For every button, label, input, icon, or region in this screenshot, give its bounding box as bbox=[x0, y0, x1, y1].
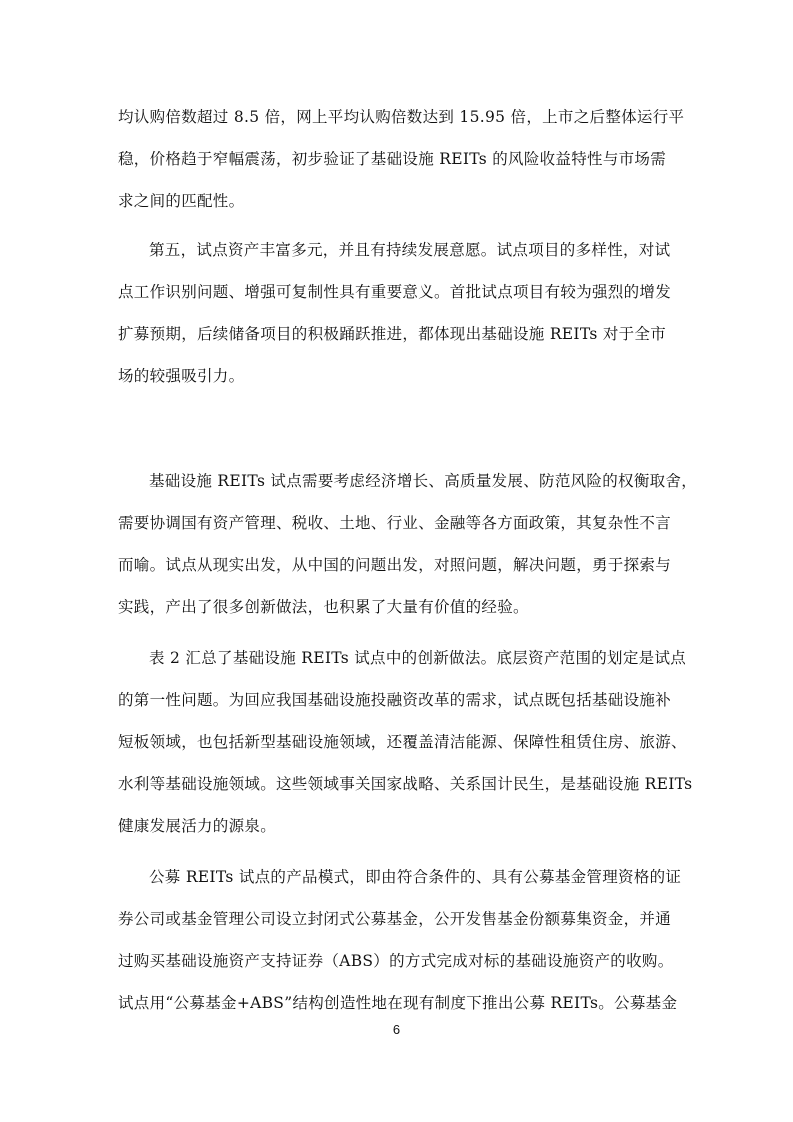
text-line: 表 2 汇总了基础设施 REITs 试点中的创新做法。底层资产范围的划定是试点 bbox=[149, 649, 687, 667]
paragraph-subscription-results bbox=[118, 96, 685, 222]
text-line: 扩募预期，后续储备项目的积极踊跃推进，都体现出基础设施 REITs 对于全市 bbox=[118, 325, 667, 343]
text-line: 券公司或基金管理公司设立封闭式公募基金，公开发售基金份额募集资金，并通 bbox=[118, 910, 672, 928]
text-line: 试点用“公募基金+ABS”结构创造性地在现有制度下推出公募 REITs。公募基金 bbox=[118, 994, 678, 1012]
page-number: 6 bbox=[392, 1022, 401, 1037]
text-line: 的第一性问题。为回应我国基础设施投融资改革的需求，试点既包括基础设施补 bbox=[118, 691, 672, 709]
text-line: 均认购倍数超过 8.5 倍，网上平均认购倍数达到 15.95 倍，上市之后整体运行平 bbox=[118, 108, 685, 126]
paragraph-table-2-summary bbox=[118, 637, 693, 847]
text-line: 水利等基础设施领域。这些领域事关国家战略、关系国计民生，是基础设施 REITs bbox=[118, 775, 693, 793]
text-line: 第五，试点资产丰富多元，并且有持续发展意愿。试点项目的多样性，对试 bbox=[149, 241, 671, 259]
paragraph-product-model bbox=[118, 856, 682, 1024]
text-line: 需要协调国有资产管理、税收、土地、行业、金融等各方面政策，其复杂性不言 bbox=[118, 514, 672, 532]
paragraph-pilot-considerations bbox=[118, 460, 698, 628]
text-line: 稳，价格趋于窄幅震荡，初步验证了基础设施 REITs 的风险收益特性与市场需 bbox=[118, 150, 667, 168]
text-line: 点工作识别问题、增强可复制性具有重要意义。首批试点项目有较为强烈的增发 bbox=[118, 283, 672, 301]
paragraph-fifth-point bbox=[118, 229, 674, 397]
text-line: 健康发展活力的源泉。 bbox=[118, 817, 277, 835]
text-line: 过购买基础设施资产支持证券（ABS）的方式完成对标的基础设施资产的收购。 bbox=[118, 952, 674, 970]
text-line: 场的较强吸引力。 bbox=[118, 367, 245, 385]
text-line: 公募 REITs 试点的产品模式，即由符合条件的、具有公募基金管理资格的证 bbox=[149, 868, 682, 886]
text-line: 而喻。试点从现实出发，从中国的问题出发，对照问题，解决问题，勇于探索与 bbox=[118, 556, 672, 574]
text-line: 基础设施 REITs 试点需要考虑经济增长、高质量发展、防范风险的权衡取舍， bbox=[149, 472, 698, 490]
text-line: 短板领域，也包括新型基础设施领域，还覆盖清洁能源、保障性租赁住房、旅游、 bbox=[118, 733, 687, 751]
text-line: 求之间的匹配性。 bbox=[118, 192, 245, 210]
text-line: 实践，产出了很多创新做法，也积累了大量有价值的经验。 bbox=[118, 598, 529, 616]
